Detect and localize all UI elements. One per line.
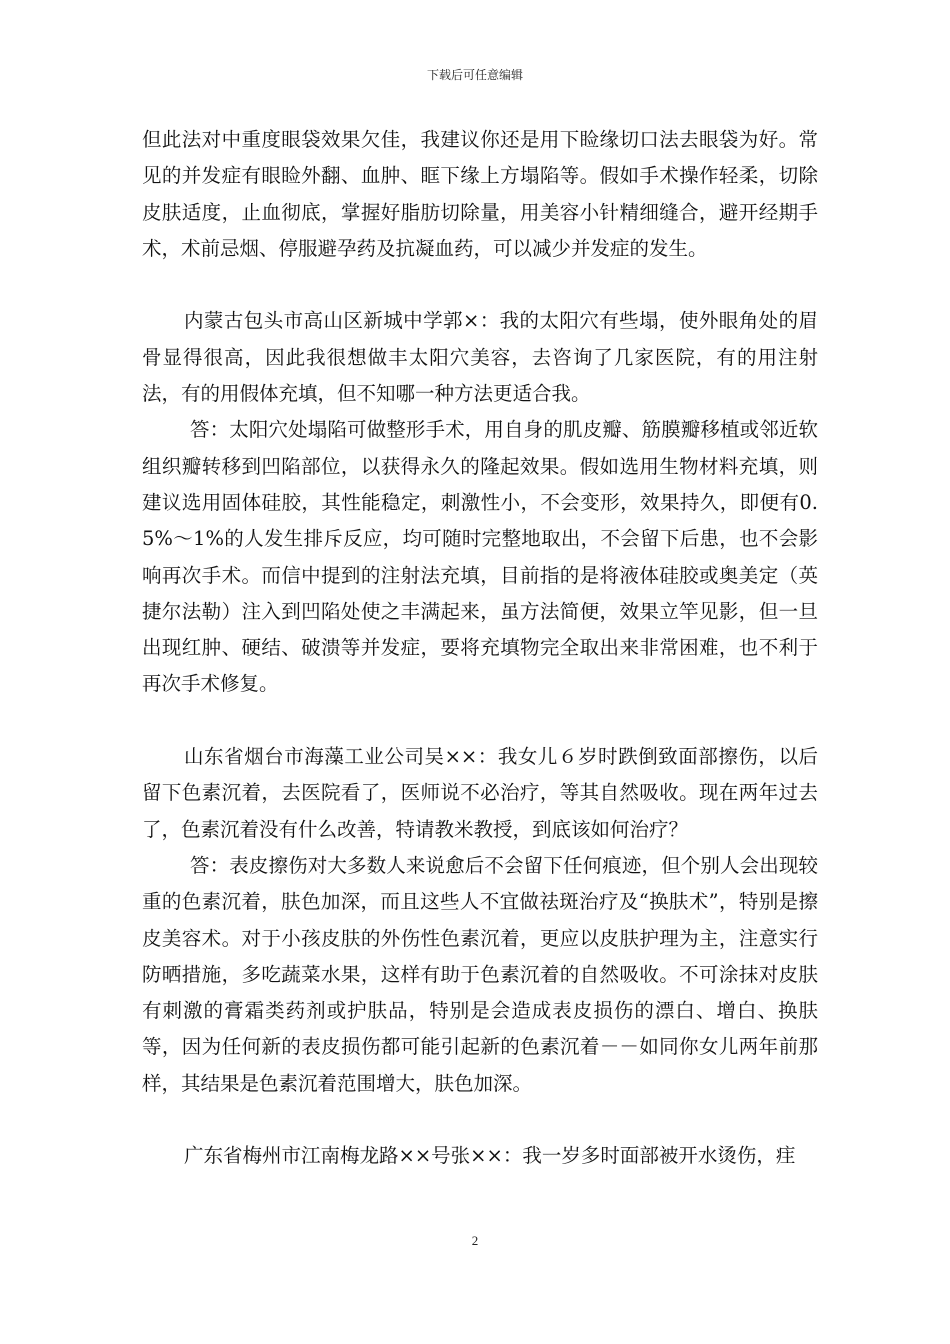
paragraph-question-pigmentation: 山东省烟台市海藻工业公司吴××：我女儿６岁时跌倒致面部擦伤，以后留下色素沉着，去医院看了，医师说不必治疗，等其自然吸收。现在两年过去了，色素沉着没有什么改善，特请教米教授，到底该如何治疗？ xyxy=(142,745,818,841)
paragraph-answer-pigmentation: 答：表皮擦伤对大多数人来说愈后不会留下任何痕迹，但个别人会出现较重的色素沉着，肤色加深，而且这些人不宜做祛斑治疗及“换肤术”，特别是擦皮美容术。对于小孩皮肤的外伤性色素沉着，更应以皮肤护理为主，注意实行防晒措施，多吃蔬菜水果，这样有助于色素沉着的自然吸收。不可涂抹对皮肤有刺激的膏霜类药剂或护肤品，特别是会造成表皮损伤的漂白、增白、换肤等，因为任何新的表皮损伤都可能引起新的色素沉着－－如同你女儿两年前那样，其结果是色素沉着范围增大，肤色加深。 xyxy=(142,853,818,1095)
paragraph-gap xyxy=(142,703,818,739)
paragraph-answer-temple: 答：太阳穴处塌陷可做整形手术，用自身的肌皮瓣、筋膜瓣移植或邻近软组织瓣转移到凹陷部位，以获得永久的隆起效果。假如选用生物材料充填，则建议选用固体硅胶，其性能稳定，刺激性小，不会变形，效果持久，即便有0.5%～1%的人发生排斥反应，均可随时完整地取出，不会留下后患，也不会影响再次手术。而信中提到的注射法充填，目前指的是将液体硅胶或奥美定（英捷尔法勒）注入到凹陷处使之丰满起来，虽方法简便，效果立竿见影，但一旦出现红肿、硬结、破溃等并发症，要将充填物完全取出来非常困难，也不利于再次手术修复。 xyxy=(142,418,818,696)
paragraph-question-temple: 内蒙古包头市高山区新城中学郭×：我的太阳穴有些塌，使外眼角处的眉骨显得很高，因此我很想做丰太阳穴美容，去咨询了几家医院，有的用注射法，有的用假体充填，但不知哪一种方法更适合我。 xyxy=(142,309,818,406)
paragraph-gap xyxy=(142,1102,818,1138)
paragraph-continuation: 但此法对中重度眼袋效果欠佳，我建议你还是用下睑缘切口法去眼袋为好。常见的并发症有眼睑外翻、血肿、眶下缘上方塌陷等。假如手术操作轻柔，切除皮肤适度，止血彻底，掌握好脂肪切除量，用美容小针精细缝合，避开经期手术，术前忌烟、停服避孕药及抗凝血药，可以减少并发症的发生。 xyxy=(142,128,818,260)
document-body xyxy=(142,122,818,1175)
paragraph-question-burn: 广东省梅州市江南梅龙路××号张××：我一岁多时面部被开水烫伤，疰 xyxy=(184,1144,796,1168)
paragraph-gap xyxy=(142,267,818,303)
page-header: 下载后可任意编辑 xyxy=(426,68,523,82)
page-number: 2 xyxy=(471,1233,479,1248)
